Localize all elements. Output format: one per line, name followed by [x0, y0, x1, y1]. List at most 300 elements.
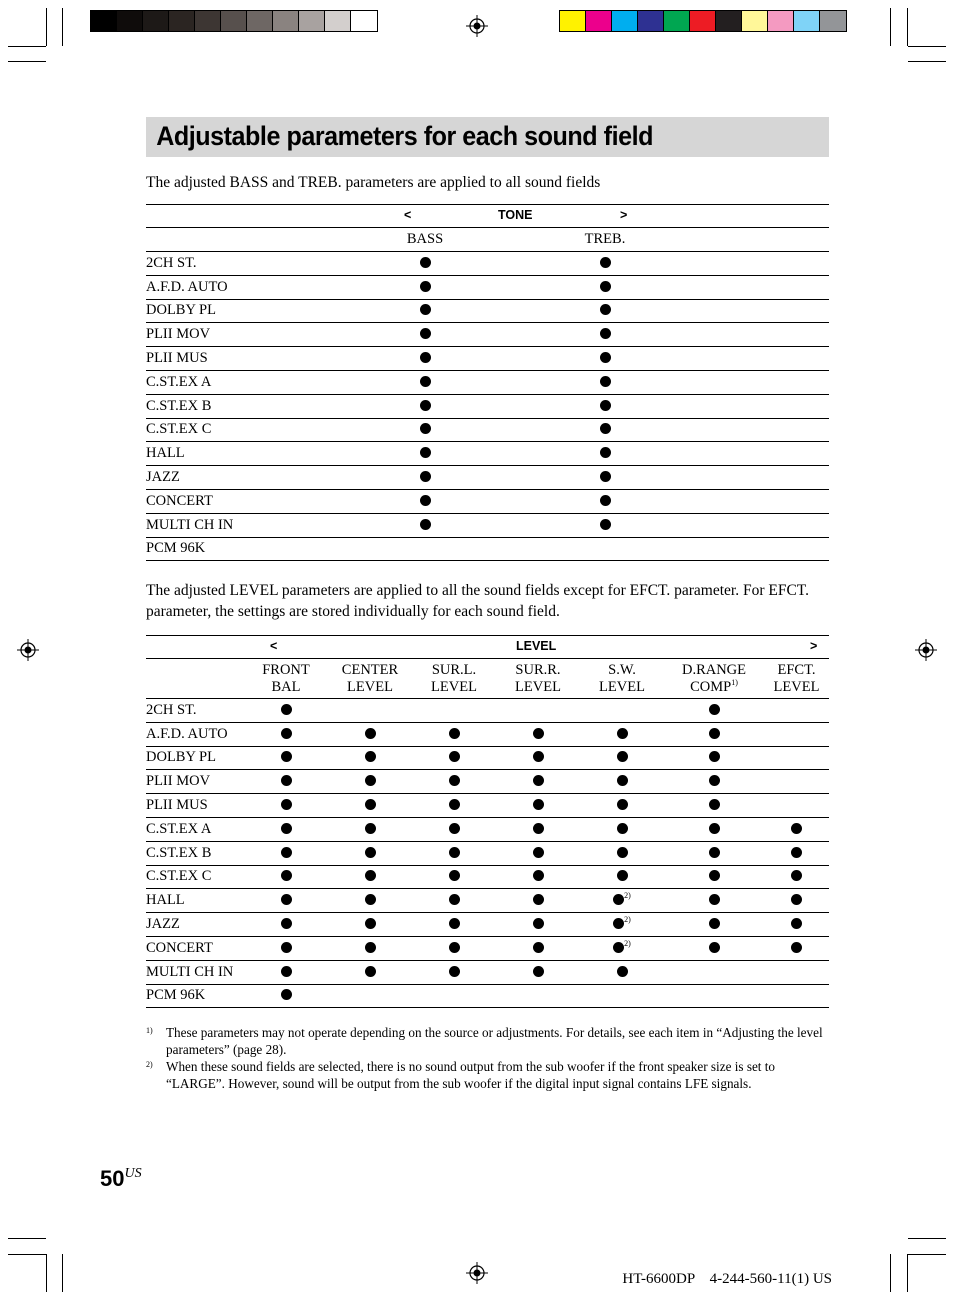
mark-cell: [328, 936, 412, 960]
sound-field-name: A.F.D. AUTO: [146, 722, 244, 746]
spacer-cell: [695, 323, 829, 347]
mark-cell: [496, 984, 580, 1008]
supported-dot-icon: [533, 799, 544, 810]
column-header-line2-text: LEVEL: [515, 678, 561, 695]
mark-cell: [412, 699, 496, 723]
mark-cell: [515, 275, 695, 299]
mark-cell: [764, 699, 829, 723]
table-row: [146, 466, 829, 490]
mark-cell: [496, 936, 580, 960]
sound-field-name: 2CH ST.: [146, 252, 335, 276]
supported-dot-icon: [281, 823, 292, 834]
supported-dot-icon: [600, 495, 611, 506]
sound-field-name: PCM 96K: [146, 537, 335, 561]
supported-dot-icon: [533, 918, 544, 929]
footnotes: [146, 1024, 829, 1092]
sound-field-name: PLII MUS: [146, 347, 335, 371]
level-table: [146, 635, 829, 1008]
supported-dot-icon: [791, 870, 802, 881]
mark-cell: [244, 865, 328, 889]
gray-swatch: [247, 11, 273, 31]
mark-cell: [412, 817, 496, 841]
sound-field-name: PLII MOV: [146, 770, 244, 794]
table-row: [146, 442, 829, 466]
gray-swatch: [351, 11, 377, 31]
table-row: [146, 299, 829, 323]
supported-dot-icon: [617, 823, 628, 834]
mark-cell: [328, 770, 412, 794]
spacer-cell: [695, 299, 829, 323]
mark-cell: [335, 394, 515, 418]
mark-cell: [328, 841, 412, 865]
column-header-bass: BASS: [335, 228, 515, 252]
mark-cell: [764, 984, 829, 1008]
supported-dot-icon: [420, 519, 431, 530]
sound-field-name: JAZZ: [146, 466, 335, 490]
supported-dot-icon: [709, 870, 720, 881]
mark-cell: [664, 722, 764, 746]
level-column-header: [146, 659, 829, 699]
page-number-value: 50: [100, 1166, 125, 1191]
supported-dot-icon: [365, 942, 376, 953]
supported-dot-icon: [449, 942, 460, 953]
page-title: Adjustable parameters for each sound field: [156, 121, 653, 151]
color-swatch: [560, 11, 586, 31]
level-column-header-cell: [664, 659, 764, 699]
gray-scale-bar: [90, 10, 378, 32]
footnote-1: [146, 1024, 829, 1058]
mark-cell: [244, 984, 328, 1008]
column-header-line2-text: LEVEL: [347, 678, 393, 695]
mark-cell: [244, 936, 328, 960]
gray-swatch: [169, 11, 195, 31]
crop-mark: [62, 8, 63, 46]
table-row: [146, 513, 829, 537]
supported-dot-icon: [709, 704, 720, 715]
supported-dot-icon: [420, 400, 431, 411]
mark-cell: [335, 513, 515, 537]
mark-cell: [244, 794, 328, 818]
gray-swatch: [273, 11, 299, 31]
supported-dot-icon: [420, 328, 431, 339]
sound-field-name: CONCERT: [146, 936, 244, 960]
color-swatch: [612, 11, 638, 31]
supported-dot-icon: [449, 728, 460, 739]
crop-mark: [890, 8, 891, 46]
mark-cell: [664, 794, 764, 818]
color-swatch: [586, 11, 612, 31]
mark-cell: [515, 513, 695, 537]
spacer-cell: [695, 394, 829, 418]
mark-cell: [664, 913, 764, 937]
color-swatch: [664, 11, 690, 31]
table-row: [146, 889, 829, 913]
mark-cell: [764, 722, 829, 746]
supported-dot-icon: [420, 304, 431, 315]
supported-dot-icon: [791, 847, 802, 858]
column-header-line2: [328, 679, 412, 696]
sound-field-name: DOLBY PL: [146, 299, 335, 323]
mark-cell: [328, 913, 412, 937]
mark-cell: [412, 984, 496, 1008]
supported-dot-icon: [281, 918, 292, 929]
mark-cell: [580, 984, 664, 1008]
supported-dot-icon: [600, 352, 611, 363]
mark-cell: [328, 889, 412, 913]
table-row: [146, 936, 829, 960]
column-header-line1: FRONT: [262, 661, 310, 678]
color-swatch: [638, 11, 664, 31]
supported-dot-icon: [600, 304, 611, 315]
tone-group-label: TONE: [498, 208, 533, 222]
registration-mark-icon: [466, 1262, 488, 1284]
supported-dot-icon: [709, 918, 720, 929]
mark-cell: [664, 936, 764, 960]
mark-cell: [764, 770, 829, 794]
footer-code: HT-6600DP 4-244-560-11(1) US: [622, 1271, 832, 1287]
tone-table: [146, 204, 829, 561]
supported-dot-icon: [281, 894, 292, 905]
mark-cell: [335, 252, 515, 276]
supported-dot-icon: [600, 471, 611, 482]
level-column-header-cell: [328, 659, 412, 699]
column-header-line2: [412, 679, 496, 696]
mark-cell: [412, 865, 496, 889]
sound-field-name: JAZZ: [146, 913, 244, 937]
footnote-ref: 2): [624, 938, 631, 948]
mark-cell: [244, 817, 328, 841]
supported-dot-icon: [791, 823, 802, 834]
mark-cell: [412, 770, 496, 794]
mark-cell: [244, 770, 328, 794]
mark-cell: [335, 275, 515, 299]
level-column-header-cell: [244, 659, 328, 699]
mark-cell: [328, 794, 412, 818]
footnote-ref: 2): [624, 891, 631, 901]
gray-swatch: [117, 11, 143, 31]
mark-cell: [664, 746, 764, 770]
supported-dot-icon: [791, 918, 802, 929]
supported-dot-icon: [281, 847, 292, 858]
column-header-line1: SUR.R.: [515, 661, 561, 678]
mark-cell: [515, 489, 695, 513]
mark-cell: [764, 817, 829, 841]
column-header-line2-text: BAL: [271, 678, 301, 695]
supported-dot-icon: [365, 751, 376, 762]
mark-cell: [764, 913, 829, 937]
table-row: [146, 323, 829, 347]
registration-mark-icon: [17, 639, 39, 661]
mark-cell: [664, 699, 764, 723]
crop-mark: [908, 61, 946, 62]
supported-dot-icon: [449, 799, 460, 810]
supported-dot-icon: [600, 447, 611, 458]
column-header-treb: TREB.: [515, 228, 695, 252]
footnote-number: 2): [146, 1060, 153, 1069]
supported-dot-icon: [449, 894, 460, 905]
table-row: [146, 960, 829, 984]
supported-dot-icon: [281, 870, 292, 881]
supported-dot-icon: [617, 775, 628, 786]
supported-dot-icon: [281, 728, 292, 739]
supported-dot-icon: [600, 519, 611, 530]
column-header-line1: EFCT.: [777, 661, 816, 678]
supported-dot-icon: [365, 894, 376, 905]
mark-cell: [664, 770, 764, 794]
footnote-text: When these sound fields are selected, there is no sound output from the sub woofer if the front speaker size is set to “LARGE”. However, sound will be output from the sub woofer if the digital input signal contains LFE signals.: [166, 1059, 776, 1091]
mark-cell: [328, 960, 412, 984]
mark-cell: [335, 466, 515, 490]
mark-cell: [496, 889, 580, 913]
supported-dot-icon: [617, 847, 628, 858]
gray-swatch: [325, 11, 351, 31]
table-row: [146, 865, 829, 889]
supported-dot-icon: [617, 751, 628, 762]
level-column-header-cell: [496, 659, 580, 699]
crop-mark: [8, 1238, 46, 1239]
supported-dot-icon: [600, 423, 611, 434]
tone-group-open: <: [404, 208, 412, 222]
gray-swatch: [143, 11, 169, 31]
mark-cell: [496, 794, 580, 818]
mark-cell: [496, 699, 580, 723]
mark-cell: [496, 913, 580, 937]
mark-cell: [764, 746, 829, 770]
sound-field-name: A.F.D. AUTO: [146, 275, 335, 299]
crop-mark: [62, 1254, 63, 1292]
column-header-line2-text: LEVEL: [431, 678, 477, 695]
mark-cell: [580, 794, 664, 818]
supported-dot-icon: [617, 870, 628, 881]
mark-cell: [764, 960, 829, 984]
footnote-2: [146, 1058, 829, 1092]
supported-dot-icon: [281, 942, 292, 953]
crop-mark: [8, 46, 46, 47]
mark-cell: [580, 722, 664, 746]
mark-cell: [328, 746, 412, 770]
table-row: [146, 537, 829, 561]
mark-cell: [515, 442, 695, 466]
gray-swatch: [195, 11, 221, 31]
mark-cell: [496, 817, 580, 841]
mark-cell: [515, 323, 695, 347]
supported-dot-icon: [365, 847, 376, 858]
sound-field-name: C.ST.EX C: [146, 865, 244, 889]
sound-field-name: C.ST.EX B: [146, 394, 335, 418]
color-calibration-bar: [559, 10, 847, 32]
mark-cell: [664, 960, 764, 984]
mark-cell: [580, 817, 664, 841]
mark-cell: [335, 489, 515, 513]
supported-dot-icon: [791, 942, 802, 953]
supported-dot-icon: [533, 894, 544, 905]
table-row: [146, 370, 829, 394]
supported-dot-icon: [420, 423, 431, 434]
spacer-cell: [695, 466, 829, 490]
mark-cell: [412, 746, 496, 770]
column-header-line2: [664, 679, 764, 696]
mark-cell: [515, 299, 695, 323]
gray-swatch: [91, 11, 117, 31]
level-column-header-cell: [412, 659, 496, 699]
supported-dot-icon: [709, 775, 720, 786]
table-row: [146, 794, 829, 818]
color-swatch: [716, 11, 742, 31]
column-header-line2: [764, 679, 829, 696]
color-swatch: [820, 11, 846, 31]
supported-dot-icon: [533, 847, 544, 858]
mark-cell: [244, 699, 328, 723]
mark-cell: [496, 960, 580, 984]
level-group-close: >: [810, 639, 818, 653]
footnote-text: These parameters may not operate depending on the source or adjustments. For details, see each item in “Adjusting the level parameters” (page 28).: [166, 1025, 823, 1057]
mark-cell: [580, 841, 664, 865]
mark-cell: [664, 841, 764, 865]
crop-mark: [908, 1238, 946, 1239]
supported-dot-icon: [420, 257, 431, 268]
supported-dot-icon: [600, 281, 611, 292]
footnote-ref: 1): [731, 677, 738, 687]
crop-mark: [907, 1254, 908, 1292]
mark-cell: [244, 722, 328, 746]
mark-cell: [328, 865, 412, 889]
mark-cell: [580, 770, 664, 794]
level-group-label: LEVEL: [516, 639, 557, 653]
crop-mark: [8, 1254, 46, 1255]
sound-field-name: PLII MOV: [146, 323, 335, 347]
mark-cell: [764, 865, 829, 889]
tone-column-header: [146, 228, 829, 252]
mark-cell: [335, 442, 515, 466]
mark-cell: [244, 889, 328, 913]
mark-cell: [515, 252, 695, 276]
sound-field-name: C.ST.EX A: [146, 370, 335, 394]
table-row: [146, 770, 829, 794]
supported-dot-icon: [365, 799, 376, 810]
spacer-cell: [695, 537, 829, 561]
supported-dot-icon: [365, 728, 376, 739]
supported-dot-icon: [449, 751, 460, 762]
supported-dot-icon: [281, 966, 292, 977]
gray-swatch: [299, 11, 325, 31]
supported-dot-icon: [709, 847, 720, 858]
spacer-cell: [695, 370, 829, 394]
table-row: [146, 252, 829, 276]
sound-field-name: C.ST.EX B: [146, 841, 244, 865]
mark-cell: [515, 537, 695, 561]
level-group-open: <: [270, 639, 278, 653]
supported-dot-icon: [281, 799, 292, 810]
supported-dot-icon: [709, 942, 720, 953]
sound-field-name: C.ST.EX C: [146, 418, 335, 442]
spacer-cell: [695, 489, 829, 513]
crop-mark: [46, 8, 47, 46]
mark-cell: [764, 889, 829, 913]
page-number: [100, 1166, 142, 1192]
mark-cell: [244, 746, 328, 770]
supported-dot-icon: [709, 894, 720, 905]
table-row: [146, 746, 829, 770]
spacer-cell: [695, 275, 829, 299]
supported-dot-icon: [791, 894, 802, 905]
supported-dot-icon: [449, 870, 460, 881]
crop-mark: [890, 1254, 891, 1292]
mark-cell: [496, 722, 580, 746]
supported-dot-icon: [533, 728, 544, 739]
column-header-line1: SUR.L.: [431, 661, 477, 678]
mark-cell: [580, 913, 664, 937]
supported-dot-icon: [709, 728, 720, 739]
column-header-line2: [496, 679, 580, 696]
table-row: [146, 418, 829, 442]
mark-cell: [335, 347, 515, 371]
color-swatch: [690, 11, 716, 31]
sound-field-name: HALL: [146, 442, 335, 466]
mark-cell: [580, 865, 664, 889]
spacer-cell: [695, 418, 829, 442]
supported-dot-icon: [365, 918, 376, 929]
mark-cell: [515, 418, 695, 442]
crop-mark: [907, 8, 908, 46]
mark-cell: [412, 722, 496, 746]
supported-dot-icon: [420, 495, 431, 506]
supported-dot-icon: [281, 704, 292, 715]
supported-dot-icon: [533, 751, 544, 762]
mark-cell: [580, 889, 664, 913]
mark-cell: [764, 841, 829, 865]
supported-dot-icon: [449, 775, 460, 786]
supported-dot-icon: [533, 966, 544, 977]
mark-cell: [412, 889, 496, 913]
table-row: [146, 394, 829, 418]
mark-cell: [496, 841, 580, 865]
mark-cell: [328, 699, 412, 723]
supported-dot-icon: [709, 799, 720, 810]
tone-group-header: [146, 205, 829, 228]
sound-field-name: HALL: [146, 889, 244, 913]
mark-cell: [515, 394, 695, 418]
mark-cell: [244, 913, 328, 937]
supported-dot-icon: [365, 966, 376, 977]
mark-cell: [580, 746, 664, 770]
mark-cell: [580, 699, 664, 723]
supported-dot-icon: [449, 847, 460, 858]
sound-field-name: CONCERT: [146, 489, 335, 513]
sound-field-name: PCM 96K: [146, 984, 244, 1008]
supported-dot-icon: [449, 823, 460, 834]
mark-cell: [496, 865, 580, 889]
page-number-suffix: US: [124, 1166, 142, 1181]
sound-field-name: MULTI CH IN: [146, 513, 335, 537]
mark-cell: [335, 299, 515, 323]
mark-cell: [412, 841, 496, 865]
supported-dot-icon: [709, 823, 720, 834]
supported-dot-icon: [709, 751, 720, 762]
crop-mark: [8, 61, 46, 62]
supported-dot-icon: [533, 823, 544, 834]
tone-intro: The adjusted BASS and TREB. parameters are applied to all sound fields: [146, 174, 601, 191]
mark-cell: [328, 817, 412, 841]
supported-dot-icon: [365, 823, 376, 834]
crop-mark: [46, 1254, 47, 1292]
mark-cell: [515, 347, 695, 371]
registration-mark-icon: [466, 15, 488, 37]
mark-cell: [412, 794, 496, 818]
column-header-line1: CENTER: [341, 661, 399, 678]
mark-cell: [328, 722, 412, 746]
supported-dot-icon: [617, 799, 628, 810]
table-row: [146, 817, 829, 841]
